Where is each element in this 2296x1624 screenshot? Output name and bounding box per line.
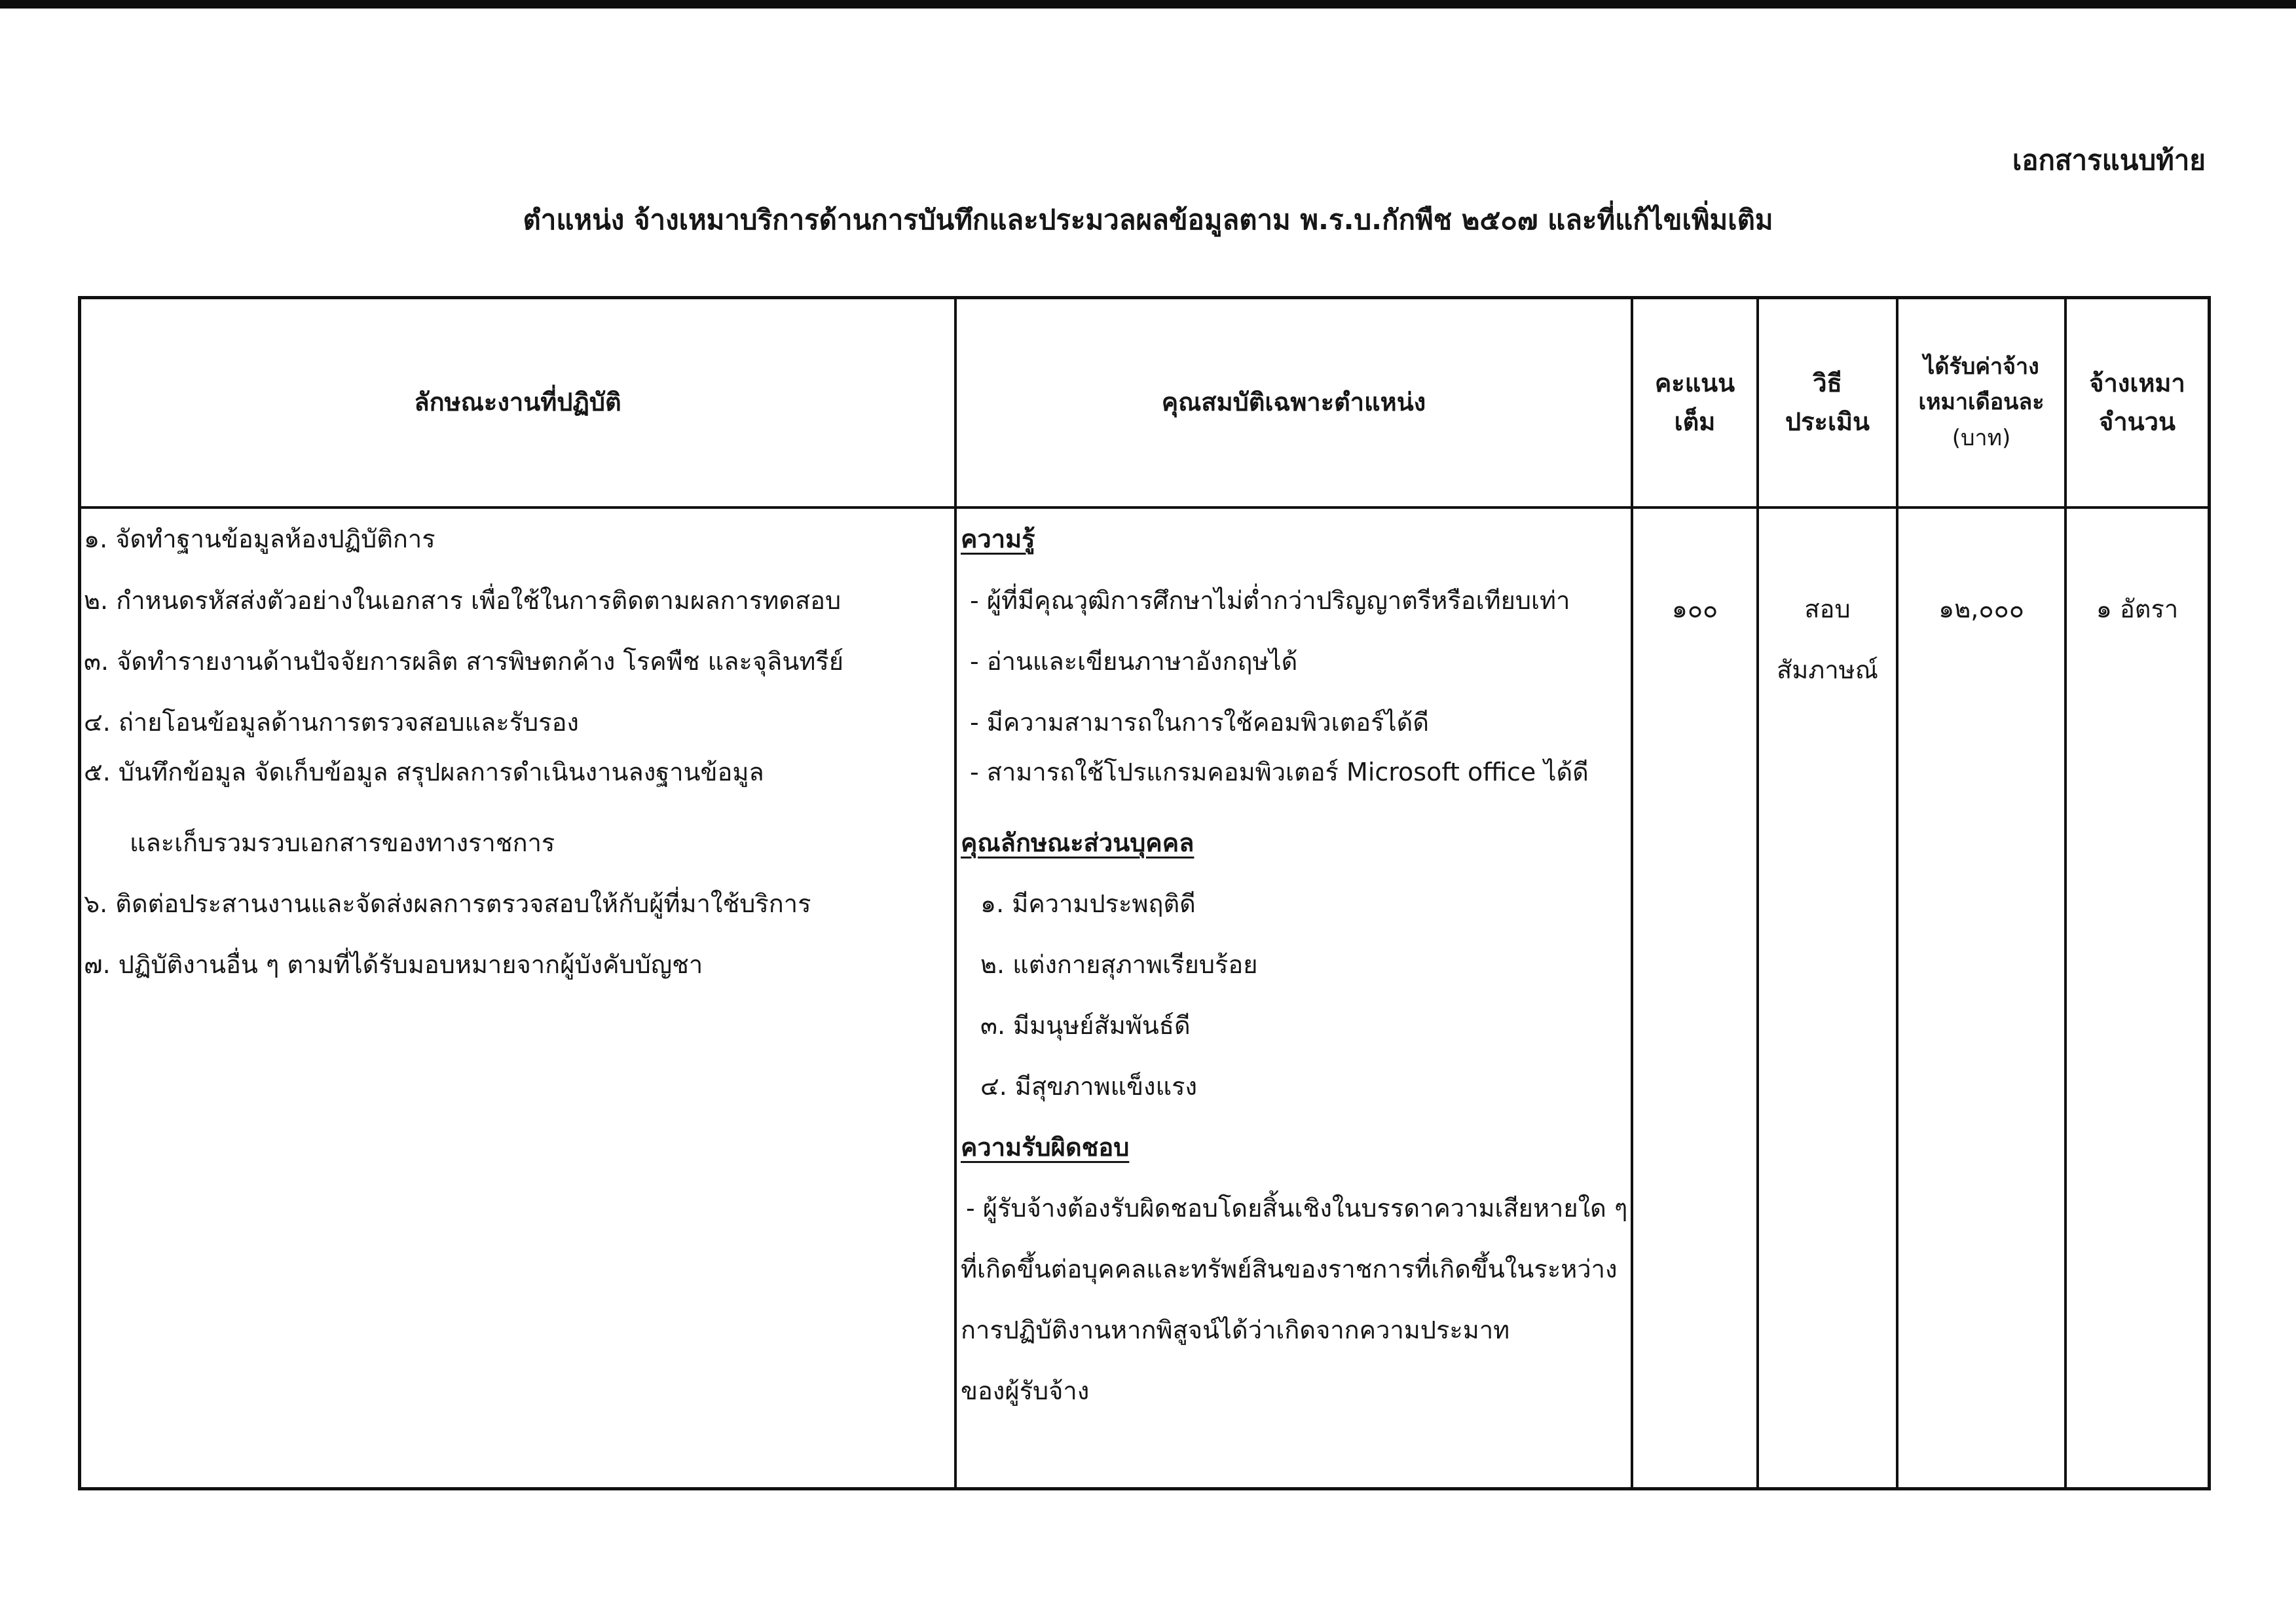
header-salary-line2: เหมาเดือนละ [1918,389,2045,416]
duty-item: ๖. ติดต่อประสานงานและจัดส่งผลการตรวจสอบให้กับผู้ที่มาใช้บริการ [84,889,811,918]
attachment-label: เอกสารแนบท้าย [2012,144,2206,176]
duty-item: ๑. จัดทำฐานข้อมูลห้องปฏิบัติการ [84,525,435,553]
header-full-score [1633,299,1756,506]
knowledge-item: - ผู้ที่มีคุณวุฒิการศึกษาไม่ต่ำกว่าปริญญาตรีหรือเทียบเท่า [970,586,1570,615]
salary-value: ๑๒,๐๐๐ [1938,595,2024,623]
knowledge-heading: ความรู้ [961,525,1035,553]
knowledge-item: - สามารถใช้โปรแกรมคอมพิวเตอร์ Microsoft office ได้ดี [970,758,1589,786]
duty-item: ๓. จัดทำรายงานด้านปัจจัยการผลิต สารพิษตกค้าง โรคพืช และจุลินทรีย์ [84,647,844,676]
header-positions-line1: จ้างเหมา [2089,368,2185,397]
header-positions [2067,299,2208,506]
header-salary-line3: (บาท) [1952,424,2011,451]
header-positions-line2: จำนวน [2099,407,2176,436]
header-method [1759,299,1896,506]
responsibility-line: - ผู้รับจ้างต้องรับผิดชอบโดยสิ้นเชิงในบรรดาความเสียหายใด ๆ [966,1194,1628,1223]
personal-item: ๑. มีความประพฤติดี [980,889,1196,918]
header-method-line2: ประเมิน [1785,407,1870,436]
knowledge-item: - อ่านและเขียนภาษาอังกฤษได้ [970,647,1298,676]
header-duties-text: ลักษณะงานที่ปฏิบัติ [414,388,621,417]
header-full-score-line1: คะแนน [1654,368,1735,397]
method-line2: สัมภาษณ์ [1777,655,1878,684]
header-full-score-line2: เต็ม [1674,407,1716,436]
header-qualifications [957,299,1631,506]
header-method-line1: วิธี [1813,368,1842,397]
full-score-cell [1633,579,1756,640]
header-qualifications-text: คุณสมบัติเฉพาะตำแหน่ง [1161,388,1426,417]
full-score-value: ๑๐๐ [1671,595,1718,623]
document-title: ตำแหน่ง จ้างเหมาบริการด้านการบันทึกและประมวลผลข้อมูลตาม พ.ร.บ.กักพืช ๒๕๐๗ และที่แก้ไขเพิ่มเติม [523,204,1773,236]
method-line1: สอบ [1804,595,1851,623]
duties-cell [84,509,948,995]
duty-item: ๔. ถ่ายโอนข้อมูลด้านการตรวจสอบและรับรอง [84,708,579,737]
duty-item: ๒. กำหนดรหัสส่งตัวอย่างในเอกสาร เพื่อใช้ในการติดตามผลการทดสอบ [84,586,842,615]
header-salary [1898,299,2064,506]
positions-cell [2067,579,2208,640]
scan-top-edge [0,0,2296,9]
personal-item: ๒. แต่งกายสุภาพเรียบร้อย [980,950,1258,979]
salary-cell [1898,579,2064,640]
duty-item: ๕. บันทึกข้อมูล จัดเก็บข้อมูล สรุปผลการดำเนินงานลงฐานข้อมูล [84,758,764,786]
personal-heading: คุณลักษณะส่วนบุคคล [961,828,1194,857]
duty-item-continued: และเก็บรวมรวบเอกสารของทางราชการ [130,828,555,857]
responsibility-line: ของผู้รับจ้าง [961,1376,1090,1405]
personal-item: ๓. มีมนุษย์สัมพันธ์ดี [980,1011,1191,1040]
header-salary-line1: ได้รับค่าจ้าง [1923,353,2039,380]
duty-item: ๗. ปฏิบัติงานอื่น ๆ ตามที่ได้รับมอบหมายจากผู้บังคับบัญชา [84,950,703,979]
responsibility-heading: ความรับผิดชอบ [961,1133,1130,1162]
header-duties [81,299,954,506]
method-cell [1759,579,1896,701]
qualifications-cell [961,509,1627,1422]
responsibility-line: ที่เกิดขึ้นต่อบุคคลและทรัพย์สินของราชการที่เกิดขึ้นในระหว่าง [961,1255,1618,1283]
positions-value: ๑ อัตรา [2096,595,2179,623]
responsibility-line: การปฏิบัติงานหากพิสูจน์ได้ว่าเกิดจากความประมาท [961,1316,1510,1344]
knowledge-item: - มีความสามารถในการใช้คอมพิวเตอร์ได้ดี [970,708,1429,737]
personal-item: ๔. มีสุขภาพแข็งแรง [980,1072,1198,1101]
